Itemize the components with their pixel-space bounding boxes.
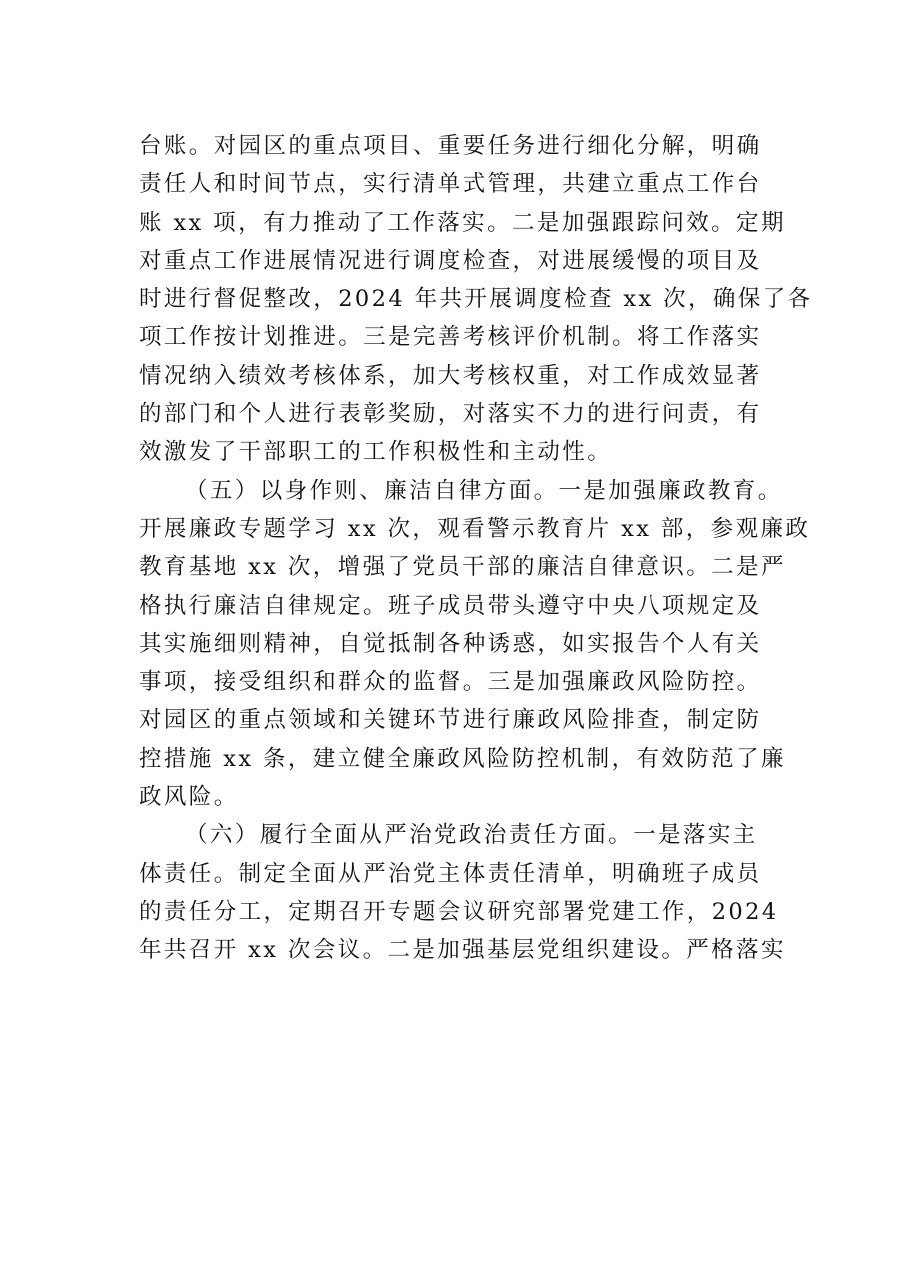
text-line: 项工作按计划推进。三是完善考核评价机制。将工作落实 (139, 324, 762, 351)
text-line: 事项，接受组织和群众的监督。三是加强廉政风险防控。 (139, 669, 762, 696)
paragraph-first-line: （五）以身作则、廉洁自律方面。一是加强廉政教育。 (185, 477, 783, 504)
text-line: 台账。对园区的重点项目、重要任务进行细化分解，明确 (139, 133, 762, 159)
text-line: 政风险。 (139, 784, 239, 811)
text-line: 时进行督促整改，2024 年共开展调度检查 xx 次，确保了各 (139, 286, 813, 313)
text-line: 其实施细则精神，自觉抵制各种诱惑，如实报告个人有关 (139, 630, 762, 657)
text-line: 效激发了干部职工的工作积极性和主动性。 (139, 439, 613, 466)
text-line: 的部门和个人进行表彰奖励，对落实不力的进行问责，有 (139, 401, 762, 428)
text-line: 责任人和时间节点，实行清单式管理，共建立重点工作台 (139, 171, 762, 198)
text-line: 体责任。制定全面从严治党主体责任清单，明确班子成员 (139, 860, 762, 887)
text-line: 格执行廉洁自律规定。班子成员带头遵守中央八项规定及 (139, 592, 762, 619)
text-line: 控措施 xx 条，建立健全廉政风险防控机制，有效防范了廉 (139, 745, 786, 772)
text-line: 年共召开 xx 次会议。二是加强基层党组织建设。严格落实 (139, 937, 786, 964)
paragraph-first-line: （六）履行全面从严治党政治责任方面。一是落实主 (185, 822, 758, 849)
text-line: 账 xx 项，有力推动了工作落实。二是加强跟踪问效。定期 (139, 209, 786, 236)
text-line: 对重点工作进展情况进行调度检查，对进展缓慢的项目及 (139, 247, 762, 274)
text-line: 开展廉政专题学习 xx 次，观看警示教育片 xx 部，参观廉政 (139, 515, 811, 542)
text-line: 教育基地 xx 次，增强了党员干部的廉洁自律意识。二是严 (139, 554, 786, 581)
text-line: 的责任分工，定期召开专题会议研究部署党建工作，2024 (139, 898, 779, 925)
document-body (139, 127, 813, 970)
text-line: 对园区的重点领域和关键环节进行廉政风险排查，制定防 (139, 707, 762, 734)
text-line: 情况纳入绩效考核体系，加大考核权重，对工作成效显著 (139, 362, 762, 389)
